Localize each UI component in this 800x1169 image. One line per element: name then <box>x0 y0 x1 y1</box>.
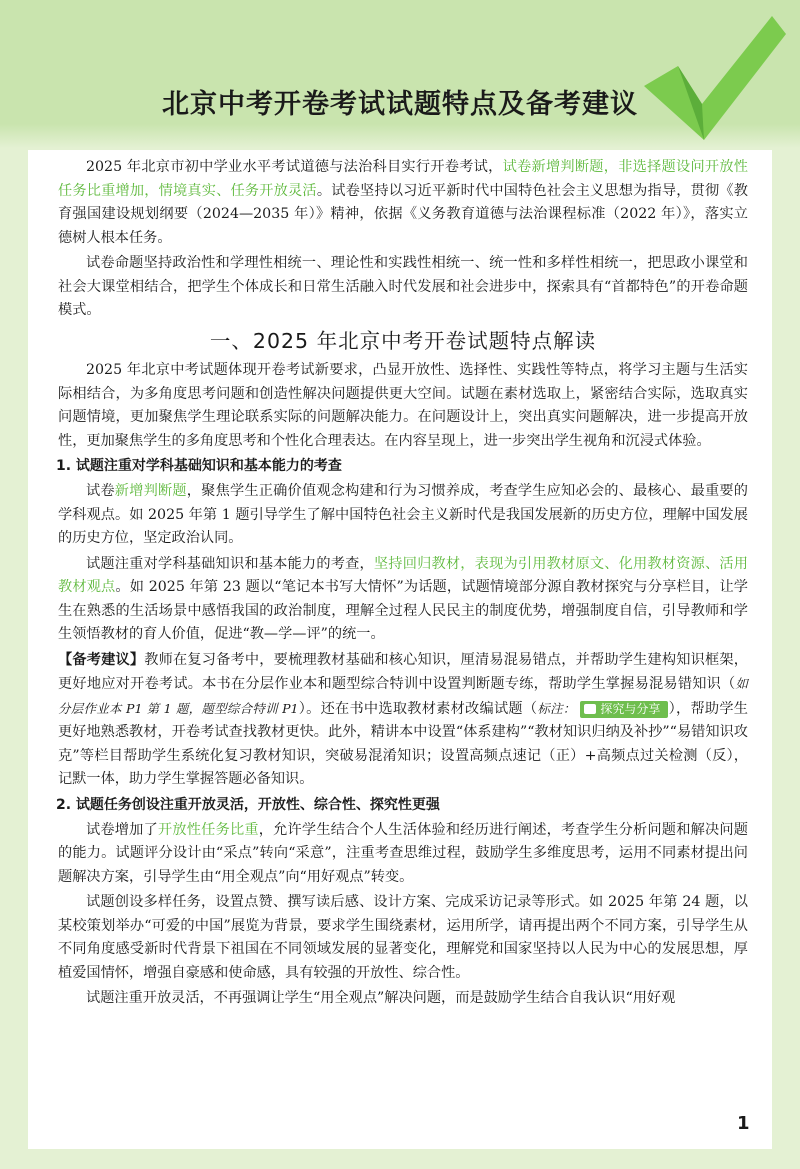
text-span: ，聚焦学生正确价值观念构建和行为习惯养成，考查学生应知必会的、最核心、最重要的学科观点。如 2025 年第 1 题引导学生了解中国特色社会主义新时代是我国发展新的历史方位，理解中国发展的历史方位，坚定政治认同。 <box>58 483 748 546</box>
article-body <box>58 156 748 1013</box>
badge-label: 探究与分享 <box>600 701 661 716</box>
text-span: ）。还在书中选取教材素材改编试题（ <box>298 700 538 717</box>
text-span: ），帮助学生更好地熟悉教材，开卷考试查找教材更快。此外，精讲本中设置“体系建构”“教材知识归纳及补抄”“易错知识攻克”等栏目帮助学生系统化复习教材知识，突破易混淆知识；设置高频点速记（正）+高频点过关检测（反），记默一体，助力学生掌握答题必备知识。 <box>58 700 748 787</box>
section-paragraph: 2025 年北京中考试题体现开卷考试新要求，凸显开放性、选择性、实践性等特点，将学习主题与生活实际相结合，为多角度思考问题和创造性解决问题提供更大空间。试题在素材选取上，紧密结合实际，选取真实问题情境，更加聚焦学生理论联系实际的问题解决能力。在问题设计上，突出真实问题解决，进一步提高开放性，更加聚焦学生的多角度思考和个性化合理表达。在内容呈现上，进一步突出学生视角和沉浸式体验。 <box>58 362 748 449</box>
advice-paragraph <box>58 649 748 792</box>
intro-paragraph-2: 试卷命题坚持政治性和学理性相统一、理论性和实践性相统一、统一性和多样性相统一，把思政小课堂和社会大课堂相结合，把学生个体成长和日常生活融入时代发展和社会进步中，探索具有“首都特色”的开卷命题模式。 <box>58 255 748 318</box>
highlight-text: 开放性任务比重 <box>157 821 259 838</box>
page-number: 1 <box>737 1113 750 1134</box>
section-heading: 一、2025 年北京中考开卷试题特点解读 <box>209 328 597 353</box>
paragraph: 试题注重开放灵活，不再强调让学生“用全观点”解决问题，而是鼓励学生结合自我认识“用好观 <box>86 990 676 1006</box>
paragraph <box>58 819 748 890</box>
advice-label: 【备考建议】 <box>58 651 145 668</box>
explore-share-badge <box>580 701 668 718</box>
text-span: 试卷 <box>86 483 115 499</box>
intro-paragraph-1 <box>58 156 748 250</box>
text-span: 2025 年北京市初中学业水平考试道德与法治科目实行开卷考试， <box>86 159 503 175</box>
highlight-text: 试卷新增判断题，非选择题设问开放性任务比重增加，情境真实、任务开放灵活 <box>58 159 748 199</box>
page-title: 北京中考开卷考试试题特点及备考建议 <box>162 89 638 120</box>
highlight-text: 新增判断题 <box>114 483 187 499</box>
highlight-text: 坚持回归教材，表现为引用教材原文、化用教材资源、活用教材观点 <box>58 555 748 595</box>
note-text: 如分层作业本 P1 第 1 题，题型综合特训 P1 <box>58 676 748 716</box>
note-text: 标注： <box>537 700 576 716</box>
text-span: 试卷增加了 <box>86 821 158 838</box>
paragraph <box>58 480 748 551</box>
book-icon <box>584 704 596 714</box>
subsection-heading-2: 2. 试题任务创设注重开放灵活，开放性、综合性、探究性更强 <box>56 796 440 813</box>
text-span: ，允许学生结合个人生活体验和经历进行阐述，考查学生分析问题和解决问题的能力。试题评分设计由“采点”转向“采意”，注重考查思维过程，鼓励学生多维度思考，运用不同素材提出问题解决方案，引导学生由“用全观点”向“用好观点”转变。 <box>58 821 748 885</box>
paragraph <box>58 553 748 647</box>
text-span: 。如 2025 年第 23 题以“笔记本书写大情怀”为话题，试题情境部分源自教材探究与分享栏目，让学生在熟悉的生活场景中感悟我国的政治制度，理解全过程人民民主的制度优势，增强制度自信，引导教师和学生领悟教材的育人价值，促进“教—学—评”的统一。 <box>58 579 748 642</box>
checkmark-icon <box>640 8 790 148</box>
paragraph: 试题创设多样任务，设置点赞、撰写读后感、设计方案、完成采访记录等形式。如 2025 年第 24 题，以某校策划举办“可爱的中国”展览为背景，要求学生围绕素材，运用所学，请再提出两个不同方案，引导学生从不同角度感受新时代背景下祖国在不同领域发展的显著变化，理解党和国家坚持以人民为中心的发展思想，厚植爱国情怀，增强自豪感和使命感，具有较强的开放性、综合性。 <box>58 894 748 981</box>
text-span: 。试卷坚持以习近平新时代中国特色社会主义思想为指导，贯彻《教育强国建设规划纲要（2024—2035 年）》精神，依据《义务教育道德与法治课程标准（2022 年）》，落实立德树人根本任务。 <box>58 182 748 246</box>
text-span: 教师在复习备考中，要梳理教材基础和核心知识，厘清易混易错点，并帮助学生建构知识框架，更好地应对开卷考试。本书在分层作业本和题型综合特训中设置判断题专练，帮助学生掌握易混易错知识（ <box>58 651 748 692</box>
text-span: 试题注重对学科基础知识和基本能力的考查， <box>86 555 374 572</box>
subsection-heading-1: 1. 试题注重对学科基础知识和基本能力的考查 <box>56 458 342 474</box>
